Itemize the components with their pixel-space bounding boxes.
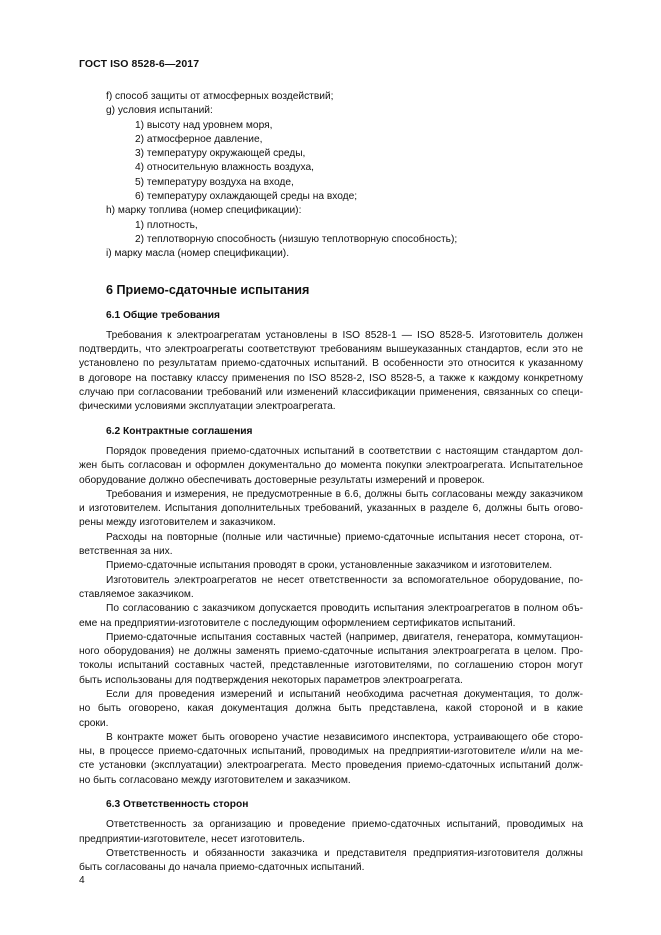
paragraph-line: ного оборудования) не должны заменять приемо-сдаточные испытания электроагрегата в целом. Про- [79, 646, 583, 658]
paragraph-line: По согласованию с заказчиком допускается проводить испытания электроагрегатов в полном объ- [106, 603, 583, 615]
paragraph-line: быть согласованы до начала приемо-сдаточных испытаний. [79, 862, 365, 874]
paragraph-line: жен быть согласован и оформлен документально до момента покупки электроагрегата. Испытательное [79, 460, 583, 472]
list-item: 6) температуру охлаждающей среды на входе; [135, 191, 358, 203]
paragraph-line: Приемо-сдаточные испытания составных частей (например, двигателя, генератора, коммутацион- [106, 631, 583, 643]
paragraph-line: еме на предприятии-изготовителе с последующим оформлением сертификатов испытаний. [79, 617, 516, 629]
paragraph-line: но быть согласовано между изготовителем и заказчиком. [79, 774, 351, 786]
section-6-3-title: 6.3 Ответственность сторон [106, 799, 249, 811]
paragraph [79, 818, 583, 847]
list-item: g) условия испытаний: [106, 105, 213, 117]
section-6-1-body [79, 329, 583, 415]
page-number: 4 [79, 875, 85, 886]
section-6-title: 6 Приемо-сдаточные испытания [106, 282, 310, 297]
list-item: 3) температуру окружающей среды, [135, 148, 306, 160]
paragraph-line: и изготовителем. Испытания дополнительных требований, указанных в разделе 6, должны быть огово- [79, 503, 583, 515]
paragraph-line: оборудование должно обеспечивать достоверные результаты измерений и проверок. [79, 474, 485, 486]
paragraph-line: рены между изготовителем и заказчиком. [79, 517, 276, 529]
paragraph-line: предприятии-изготовителе, несет изготовитель. [79, 833, 305, 845]
paragraph-line: быть использованы для подтверждения некоторых параметров электроагрегата. [79, 674, 463, 686]
list-item: f) способ защиты от атмосферных воздействий; [106, 91, 334, 102]
paragraph-line: В контракте может быть оговорено участие независимого инспектора, устраивающего обе сторо- [106, 731, 583, 743]
paragraph-line: Ответственность за организацию и проведение приемо-сдаточных испытаний, проводимых на [106, 819, 583, 831]
list-item: 2) атмосферное давление, [135, 133, 263, 145]
paragraph-line: Изготовитель электроагрегатов не несет ответственности за вспомогательное оборудование, по- [106, 574, 583, 586]
paragraph-line: сте установки (эксплуатации) электроагрегата. Место проведения приемо-сдаточных испытаний долж- [79, 760, 583, 772]
paragraph-line: случаю при согласовании требований или изменений классификации применения, связанных со специ- [79, 387, 583, 399]
paragraph-line: фическими условиями эксплуатации электроагрегата. [79, 401, 336, 413]
list-item: 2) теплотворную способность (низшую теплотворную способность); [135, 233, 458, 245]
paragraph-line: но быть оговорено, какая документация должна быть представлена, какой стороной и в какие [79, 703, 583, 715]
paragraph-line: Если для проведения измерений и испытаний необходима расчетная документация, то долж- [106, 688, 583, 700]
list-item: 5) температуру воздуха на входе, [135, 176, 294, 188]
paragraph-line: Приемо-сдаточные испытания проводят в сроки, установленные заказчиком и изготовителем. [106, 560, 553, 572]
paragraph-line: в договоре на поставку классу применения по ISO 8528-2, ISO 8528-5, а также к каждому конкретному [79, 372, 583, 384]
section-6-2-body [79, 445, 583, 788]
document-header: ГОСТ ISO 8528-6—2017 [79, 58, 200, 70]
paragraph [79, 602, 583, 631]
paragraph-line: сроки. [79, 717, 109, 729]
list-item: 1) высоту над уровнем моря, [135, 119, 273, 131]
paragraph-line: Расходы на повторные (полные или частичные) приемо-сдаточные испытания несет сторона, от- [106, 531, 583, 543]
paragraph [79, 574, 583, 603]
list-item: 4) относительную влажность воздуха, [135, 162, 314, 174]
page-content [79, 90, 583, 876]
paragraph-line: ставляемое заказчиком. [79, 588, 194, 600]
paragraph-line: Требования и измерения, не предусмотренные в 6.6, должны быть согласованы между заказчиком [106, 488, 583, 500]
paragraph [79, 488, 583, 531]
paragraph-line: Ответственность и обязанности заказчика и представителя предприятия-изготовителя должны [106, 847, 583, 859]
section-6-3-body [79, 818, 583, 875]
paragraph-line: Порядок проведения приемо-сдаточных испытаний в соответствии с настоящим стандартом дол- [106, 445, 583, 457]
paragraph [79, 559, 583, 573]
paragraph-line: ветственная за них. [79, 546, 173, 558]
paragraph-line: токолы испытаний составных частей, представленные изготовителями, по соглашению сторон могут [79, 660, 583, 672]
paragraph [79, 631, 583, 688]
paragraph-line: установлено по результатам приемо-сдаточных испытаний. В особенности это относится к указанному [79, 358, 583, 370]
paragraph [79, 847, 583, 876]
paragraph [79, 445, 583, 488]
paragraph [79, 531, 583, 560]
conditions-list [79, 90, 583, 262]
list-item: 1) плотность, [135, 219, 198, 231]
section-6-2-title: 6.2 Контрактные соглашения [106, 425, 253, 437]
list-item: h) марку топлива (номер спецификации): [106, 205, 302, 217]
paragraph-line: ны, в процессе приемо-сдаточных испытаний, проводимых на предприятии-изготовителе и/или на ме- [79, 746, 583, 758]
paragraph-line: Требования к электроагрегатам установлены в ISO 8528-1 — ISO 8528-5. Изготовитель должен [106, 329, 583, 341]
paragraph [79, 731, 583, 788]
section-6-1-title: 6.1 Общие требования [106, 309, 220, 321]
paragraph-line: подтвердить, что электроагрегаты соответствуют требованиям вышеуказанных стандартов, если это не [79, 344, 583, 356]
paragraph [79, 688, 583, 731]
list-item: i) марку масла (номер спецификации). [106, 248, 290, 260]
paragraph [79, 329, 583, 415]
